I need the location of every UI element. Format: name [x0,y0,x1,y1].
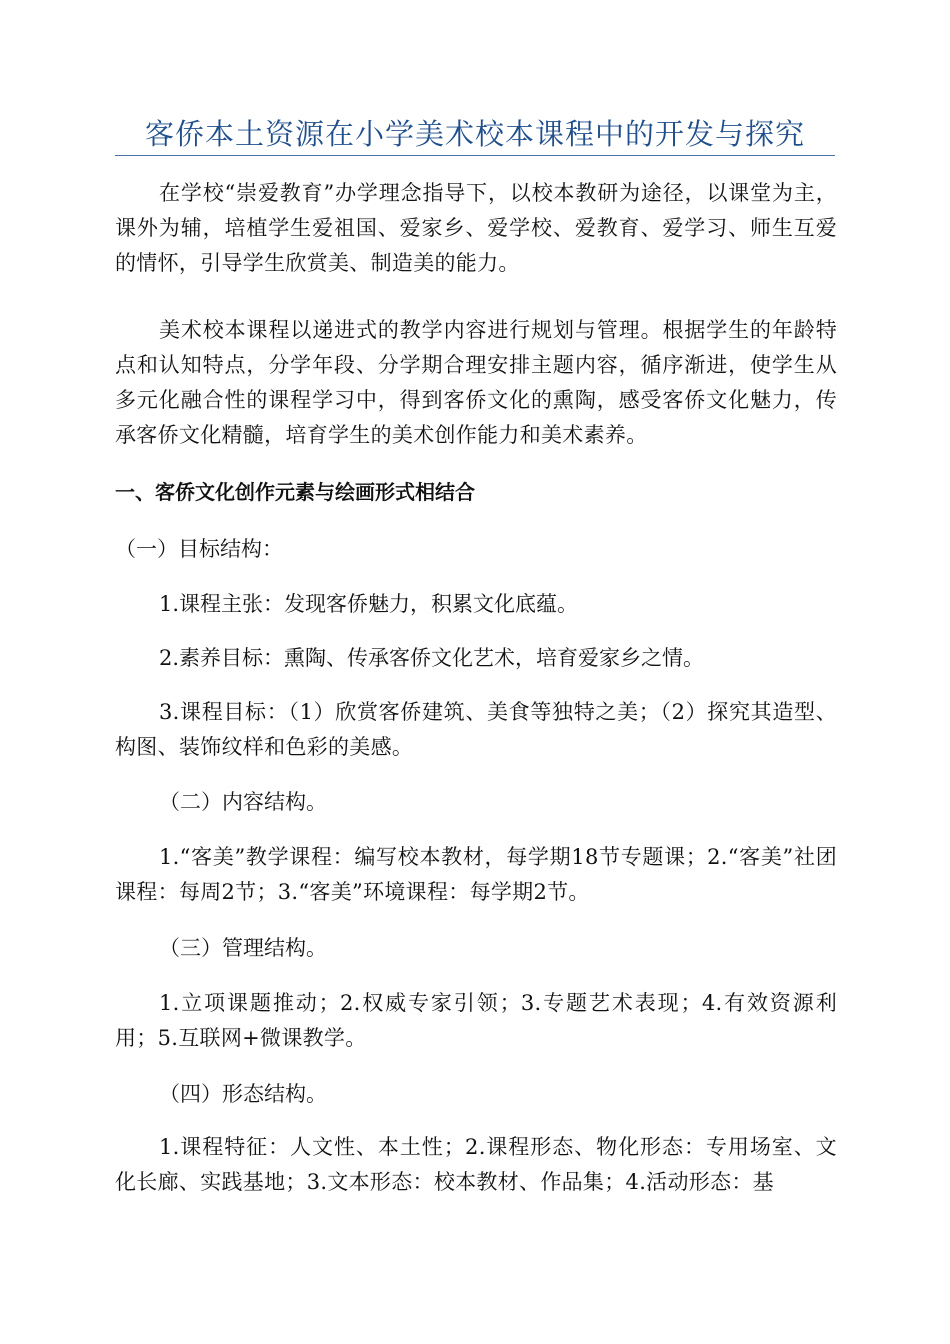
goal-item-2: 2.素养目标：熏陶、传承客侨文化艺术，培育爱家乡之情。 [159,646,705,670]
content-structure-text: 1.“客美”教学课程：编写校本教材，每学期18节专题课；2.“客美”社团课程：每周2节；3.“客美”环境课程：每学期2节。 [115,845,837,904]
form-structure-text: 1.课程特征：人文性、本土性；2.课程形态、物化形态：专用场室、文化长廊、实践基地；3.文本形态：校本教材、作品集；4.活动形态：基 [115,1135,837,1194]
section-1-heading: 一、客侨文化创作元素与绘画形式相结合 [115,480,475,504]
title-underline [115,155,835,156]
document-title: 客侨本土资源在小学美术校本课程中的开发与探究 [144,117,805,151]
intro-paragraph-2: 美术校本课程以递进式的教学内容进行规划与管理。根据学生的年龄特点和认知特点，分学年段、分学期合理安排主题内容，循序渐进，使学生从多元化融合性的课程学习中，得到客侨文化的熏陶，感受客侨文化魅力，传承客侨文化精髓，培育学生的美术创作能力和美术素养。 [115,318,837,447]
management-structure-label: （三）管理结构。 [159,936,327,960]
form-structure-label: （四）形态结构。 [159,1082,327,1106]
goal-item-3: 3.课程目标：（1）欣赏客侨建筑、美食等独特之美；（2）探究其造型、构图、装饰纹样和色彩的美感。 [115,700,837,759]
management-structure-text: 1.立项课题推动；2.权威专家引领；3.专题艺术表现；4.有效资源利用；5.互联网+微课教学。 [115,991,837,1050]
goal-item-1: 1.课程主张：发现客侨魅力，积累文化底蕴。 [159,592,579,616]
goal-structure-label: （一）目标结构： [115,537,283,561]
intro-paragraph-1: 在学校“崇爱教育”办学理念指导下，以校本教研为途径，以课堂为主，课外为辅，培植学生爱祖国、爱家乡、爱学校、爱教育、爱学习、师生互爱的情怀，引导学生欣赏美、制造美的能力。 [115,181,837,275]
content-structure-label: （二）内容结构。 [159,790,327,814]
